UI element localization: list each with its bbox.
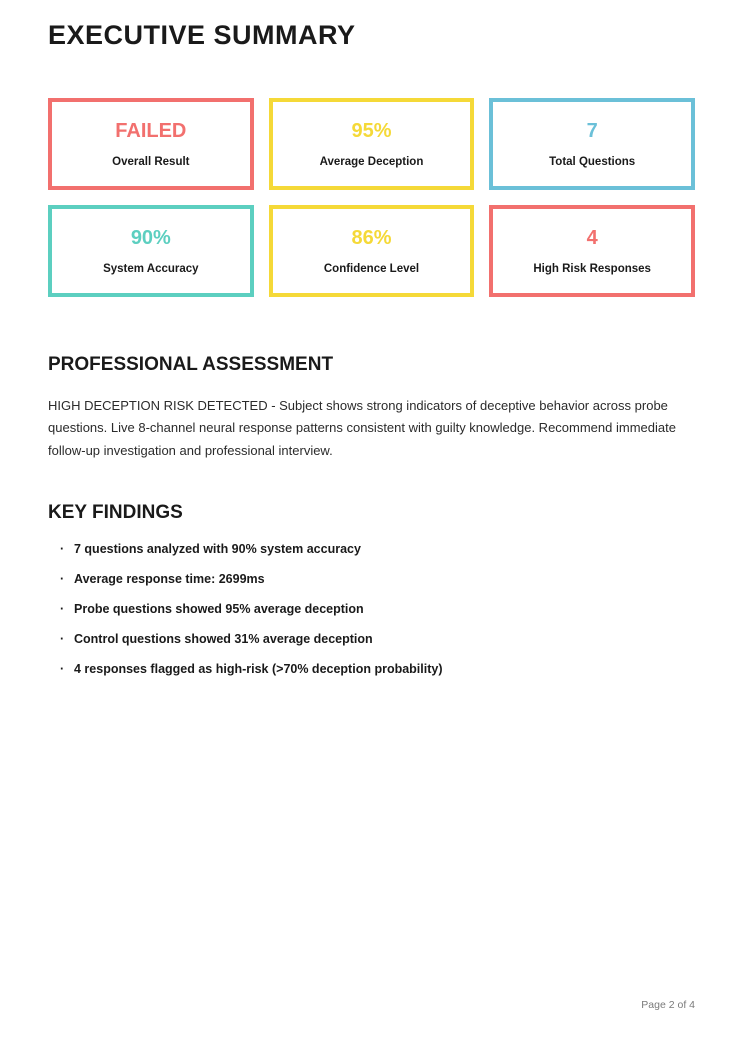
bullet-icon: · — [60, 632, 65, 647]
summary-card-value: 95% — [351, 120, 392, 142]
summary-card-label: High Risk Responses — [533, 263, 651, 275]
summary-card-value: FAILED — [115, 120, 187, 142]
summary-card-system-accuracy — [48, 205, 254, 297]
bullet-icon: · — [60, 662, 65, 677]
summary-card-overall-result — [48, 98, 254, 190]
summary-card-confidence-level — [269, 205, 475, 297]
summary-card-label: Average Deception — [319, 156, 424, 168]
summary-card-value: 90% — [130, 227, 171, 249]
summary-card-value: 86% — [351, 227, 392, 249]
summary-card-value: 4 — [586, 227, 598, 249]
list-item — [60, 632, 695, 647]
list-item-text: 7 questions analyzed with 90% system accuracy — [74, 542, 361, 557]
bullet-icon: · — [60, 572, 65, 587]
key-findings-section — [48, 502, 695, 676]
list-item-text: Control questions showed 31% average deception — [74, 632, 373, 647]
list-item-text: 4 responses flagged as high-risk (>70% deception probability) — [74, 662, 443, 677]
summary-cards-grid — [48, 98, 695, 297]
professional-assessment-heading: PROFESSIONAL ASSESSMENT — [48, 354, 334, 375]
bullet-icon: · — [60, 542, 65, 557]
key-findings-heading: KEY FINDINGS — [48, 502, 183, 524]
summary-card-value: 7 — [586, 120, 598, 142]
key-findings-list — [48, 542, 695, 676]
bullet-icon: · — [60, 602, 65, 617]
summary-card-label: Total Questions — [549, 156, 636, 168]
list-item — [60, 542, 695, 557]
page-title: EXECUTIVE SUMMARY — [48, 20, 356, 50]
summary-card-label: System Accuracy — [103, 263, 199, 275]
list-item-text: Probe questions showed 95% average deception — [74, 602, 364, 617]
professional-assessment-body: HIGH DECEPTION RISK DETECTED - Subject shows strong indicators of deceptive behavior across probe questions. Live 8-channel neural response patterns consistent with guilty knowledge. Recommend immediate follow-up investigation and professional interview. — [48, 398, 676, 458]
summary-card-high-risk-responses — [489, 205, 695, 297]
list-item — [60, 602, 695, 617]
professional-assessment-section — [48, 354, 695, 462]
list-item — [60, 662, 695, 677]
summary-card-total-questions — [489, 98, 695, 190]
list-item-text: Average response time: 2699ms — [74, 572, 265, 587]
summary-card-label: Confidence Level — [323, 263, 420, 275]
summary-card-average-deception — [269, 98, 475, 190]
summary-card-label: Overall Result — [112, 156, 190, 168]
page-footer: Page 2 of 4 — [641, 999, 695, 1011]
list-item — [60, 572, 695, 587]
